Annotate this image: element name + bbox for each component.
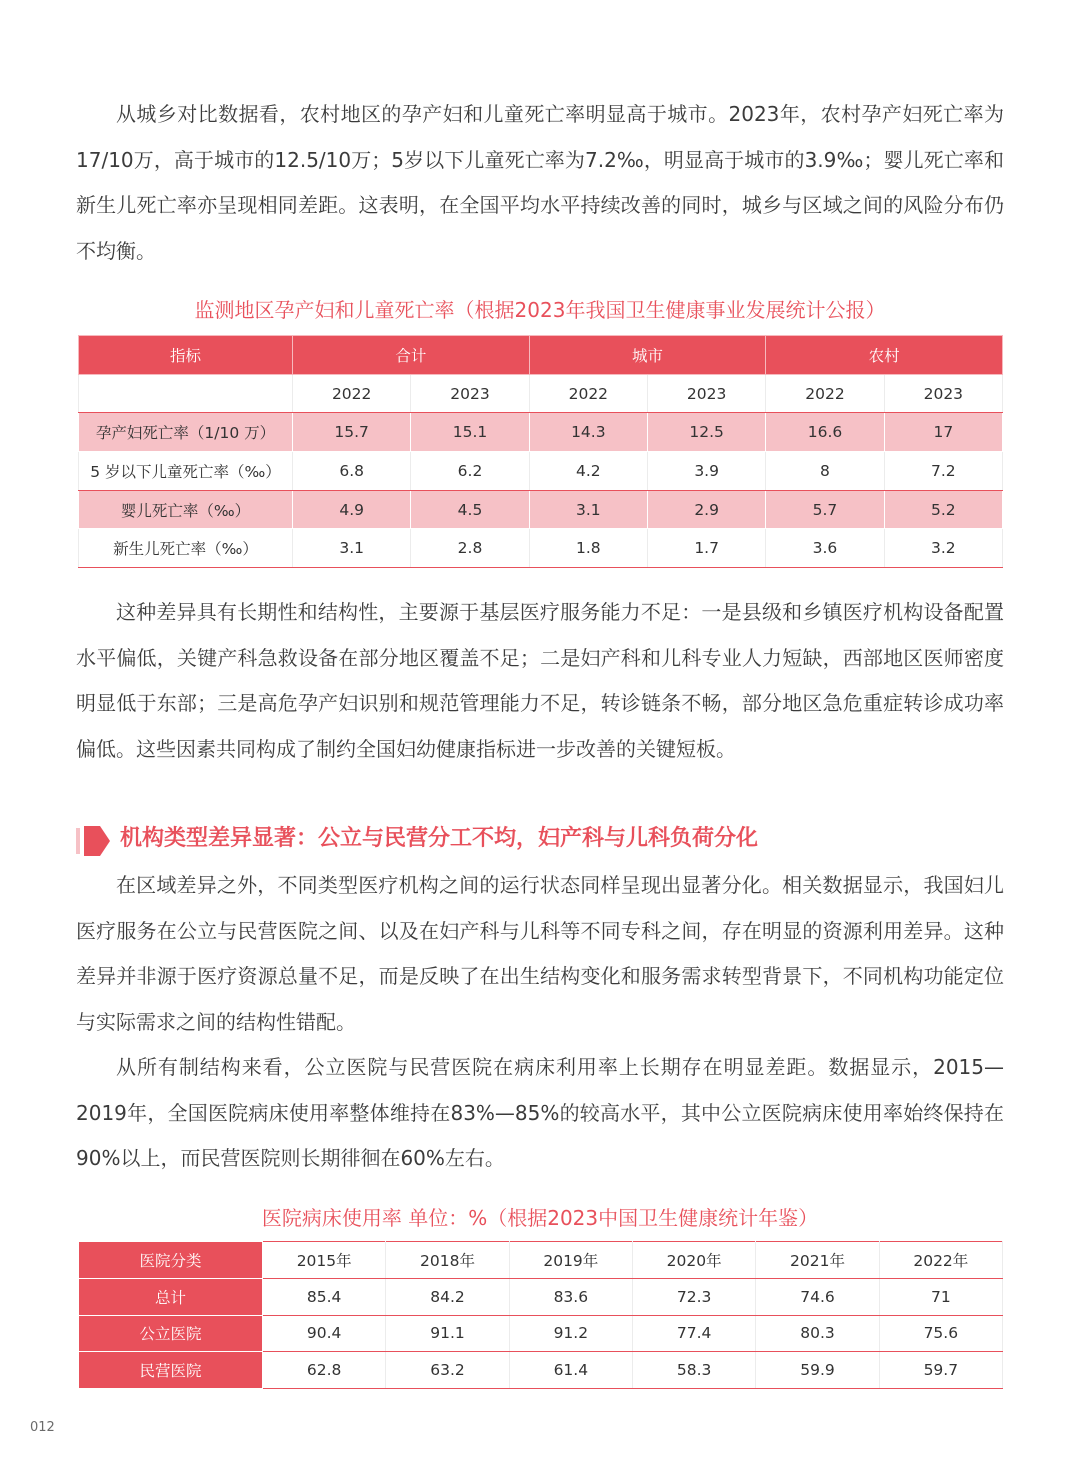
table-cell: 61.4 [509, 1352, 632, 1389]
mortality-table [78, 335, 1003, 568]
header-group-urban: 城市 [529, 336, 766, 375]
table-cell: 4.9 [293, 490, 411, 529]
table-cell: 4.5 [411, 490, 529, 529]
year-row [79, 1242, 1003, 1279]
year-cell: 2019年 [509, 1242, 632, 1279]
table-cell: 15.1 [411, 413, 529, 452]
table-cell: 91.2 [509, 1315, 632, 1352]
table-cell: 72.3 [632, 1278, 755, 1315]
table-cell: 7.2 [884, 452, 1002, 491]
row-label: 民营医院 [79, 1352, 263, 1389]
table-cell: 12.5 [647, 413, 765, 452]
table-cell: 14.3 [529, 413, 647, 452]
table-cell: 80.3 [756, 1315, 879, 1352]
year-cell: 2022 [766, 374, 884, 413]
table-cell: 77.4 [632, 1315, 755, 1352]
section-title: 机构类型差异显著：公立与民营分工不均，妇产科与儿科负荷分化 [120, 826, 759, 851]
table-cell: 74.6 [756, 1278, 879, 1315]
table-cell: 15.7 [293, 413, 411, 452]
table-row [79, 490, 1003, 529]
table-cell: 3.1 [293, 529, 411, 568]
table-row [79, 529, 1003, 568]
table-cell: 3.6 [766, 529, 884, 568]
header-indicator: 指标 [79, 336, 293, 375]
table-cell: 5.7 [766, 490, 884, 529]
row-label: 总计 [79, 1278, 263, 1315]
year-cell: 2018年 [386, 1242, 509, 1279]
table-row [79, 1278, 1003, 1315]
paragraph-structural-causes: 这种差异具有长期性和结构性，主要源于基层医疗服务能力不足：一是县级和乡镇医疗机构设备配置水平偏低，关键产科急救设备在部分地区覆盖不足；二是妇产科和儿科专业人力短缺，西部地区医师密度明显低于东部；三是高危孕产妇识别和规范管理能力不足，转诊链条不畅，部分地区急危重症转诊成功率偏低。这些因素共同构成了制约全国妇幼健康指标进一步改善的关键短板。 [76, 600, 1004, 761]
table-cell: 16.6 [766, 413, 884, 452]
table-cell: 59.9 [756, 1352, 879, 1389]
year-cell: 2023 [647, 374, 765, 413]
table-cell: 83.6 [509, 1278, 632, 1315]
table-cell: 4.2 [529, 452, 647, 491]
table-cell: 84.2 [386, 1278, 509, 1315]
year-cell: 2020年 [632, 1242, 755, 1279]
row-label: 新生儿死亡率（‰） [79, 529, 293, 568]
table1-title: 监测地区孕产妇和儿童死亡率（根据2023年我国卫生健康事业发展统计公报） [194, 298, 886, 322]
paragraph-urban-rural: 从城乡对比数据看，农村地区的孕产妇和儿童死亡率明显高于城市。2023年，农村孕产妇死亡率为17/10万，高于城市的12.5/10万；5岁以下儿童死亡率为7.2‰，明显高于城市的3.9‰；婴儿死亡率和新生儿死亡率亦呈现相同差距。这表明，在全国平均水平持续改善的同时，城乡与区域之间的风险分布仍不均衡。 [76, 102, 1004, 263]
table-cell: 58.3 [632, 1352, 755, 1389]
year-cell: 2022年 [879, 1242, 1002, 1279]
table-cell: 1.8 [529, 529, 647, 568]
table-cell: 63.2 [386, 1352, 509, 1389]
bed-usage-table [78, 1241, 1003, 1389]
table-row [79, 413, 1003, 452]
year-cell: 2023 [884, 374, 1002, 413]
row-label: 孕产妇死亡率（1/10 万） [79, 413, 293, 452]
year-cell: 2022 [529, 374, 647, 413]
table-cell: 3.9 [647, 452, 765, 491]
year-cell: 2023 [411, 374, 529, 413]
table-row [79, 1315, 1003, 1352]
table-cell: 6.8 [293, 452, 411, 491]
row-label: 公立医院 [79, 1315, 263, 1352]
table-row [79, 1352, 1003, 1389]
table-cell: 59.7 [879, 1352, 1002, 1389]
table-cell: 62.8 [263, 1352, 386, 1389]
header-category: 医院分类 [79, 1242, 263, 1279]
section-heading [76, 822, 1004, 856]
table-cell: 2.8 [411, 529, 529, 568]
paragraph-ownership: 从所有制结构来看，公立医院与民营医院在病床利用率上长期存在明显差距。数据显示，2015—2019年，全国医院病床使用率整体维持在83%—85%的较高水平，其中公立医院病床使用率始终保持在90%以上，而民营医院则长期徘徊在60%左右。 [76, 1055, 1004, 1170]
table-cell: 1.7 [647, 529, 765, 568]
header-group-rural: 农村 [766, 336, 1003, 375]
table-cell: 3.1 [529, 490, 647, 529]
table-cell: 3.2 [884, 529, 1002, 568]
table-cell: 75.6 [879, 1315, 1002, 1352]
year-cell-blank [79, 374, 293, 413]
table-cell: 6.2 [411, 452, 529, 491]
table-cell: 71 [879, 1278, 1002, 1315]
section-marker-icon [76, 826, 112, 856]
table-cell: 91.1 [386, 1315, 509, 1352]
table-row [79, 452, 1003, 491]
year-cell: 2022 [293, 374, 411, 413]
page-number: 012 [30, 1420, 55, 1435]
table-cell: 8 [766, 452, 884, 491]
header-group-total: 合计 [293, 336, 530, 375]
table-cell: 5.2 [884, 490, 1002, 529]
table2-title: 医院病床使用率 单位：%（根据2023中国卫生健康统计年鉴） [261, 1206, 819, 1230]
table-cell: 85.4 [263, 1278, 386, 1315]
row-label: 5 岁以下儿童死亡率（‰） [79, 452, 293, 491]
table-cell: 17 [884, 413, 1002, 452]
year-row [79, 374, 1003, 413]
year-cell: 2015年 [263, 1242, 386, 1279]
year-cell: 2021年 [756, 1242, 879, 1279]
row-label: 婴儿死亡率（‰） [79, 490, 293, 529]
paragraph-institution-types: 在区域差异之外，不同类型医疗机构之间的运行状态同样呈现出显著分化。相关数据显示，我国妇儿医疗服务在公立与民营医院之间、以及在妇产科与儿科等不同专科之间，存在明显的资源利用差异。这种差异并非源于医疗资源总量不足，而是反映了在出生结构变化和服务需求转型背景下，不同机构功能定位与实际需求之间的结构性错配。 [76, 873, 1004, 1034]
table-cell: 90.4 [263, 1315, 386, 1352]
table-cell: 2.9 [647, 490, 765, 529]
